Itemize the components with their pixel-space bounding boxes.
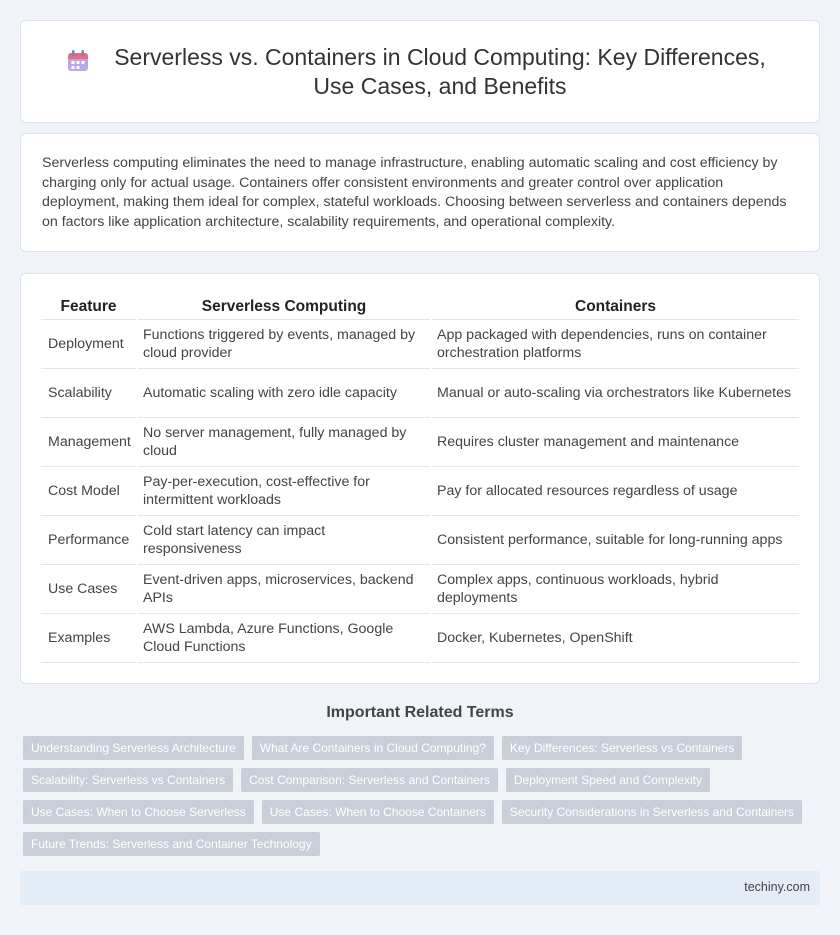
table-cell-serverless: Event-driven apps, microservices, backend APIs: [137, 564, 431, 613]
table-cell-serverless: Pay-per-execution, cost-effective for intermittent workloads: [137, 466, 431, 515]
related-terms-tags: [23, 736, 813, 864]
page-title: Serverless vs. Containers in Cloud Computing: Key Differences, Use Cases, and Benefits: [114, 43, 766, 99]
related-tag[interactable]: What Are Containers in Cloud Computing?: [252, 736, 494, 760]
related-tag[interactable]: Cost Comparison: Serverless and Containers: [241, 768, 498, 792]
tag-row: [23, 832, 813, 856]
related-tag[interactable]: Security Considerations in Serverless and Containers: [502, 800, 802, 824]
table-row: [41, 319, 799, 368]
table-row: [41, 368, 799, 417]
table-row: [41, 466, 799, 515]
table-cell-serverless: AWS Lambda, Azure Functions, Google Cloud Functions: [137, 613, 431, 662]
table-cell-feature: Use Cases: [41, 564, 137, 613]
footer-site[interactable]: techiny.com: [744, 880, 810, 894]
intro-paragraph: Serverless computing eliminates the need to manage infrastructure, enabling automatic scaling and cost efficiency by charging only for actual usage. Containers offer consistent environments and greater control over application deployment, making them ideal for complex, stateful workloads. Choosing between serverless and containers depends on factors like application architecture, scalability requirements, and operational complexity.: [42, 155, 787, 230]
table-cell-serverless: Functions triggered by events, managed by cloud provider: [137, 319, 431, 368]
table-cell-feature: Performance: [41, 515, 137, 564]
table-cell-serverless: Cold start latency can impact responsiveness: [137, 515, 431, 564]
comparison-table: [41, 295, 799, 663]
table-cell-containers: Consistent performance, suitable for long-running apps: [431, 515, 799, 564]
related-tag[interactable]: Understanding Serverless Architecture: [23, 736, 244, 760]
related-tag[interactable]: Use Cases: When to Choose Containers: [262, 800, 494, 824]
table-cell-feature: Cost Model: [41, 466, 137, 515]
related-tag[interactable]: Deployment Speed and Complexity: [506, 768, 710, 792]
table-cell-feature: Examples: [41, 613, 137, 662]
header-containers: Containers: [431, 295, 799, 319]
related-tag[interactable]: Use Cases: When to Choose Serverless: [23, 800, 254, 824]
table-cell-serverless: No server management, fully managed by cloud: [137, 417, 431, 466]
table-header-row: [41, 295, 799, 319]
table-row: [41, 417, 799, 466]
table-cell-containers: Requires cluster management and maintenance: [431, 417, 799, 466]
intro-card: [20, 133, 820, 252]
comparison-table-card: [20, 273, 820, 684]
table-cell-feature: Management: [41, 417, 137, 466]
table-cell-feature: Scalability: [41, 368, 137, 417]
table-cell-containers: Manual or auto-scaling via orchestrators like Kubernetes: [431, 368, 799, 417]
table-cell-containers: Pay for allocated resources regardless of usage: [431, 466, 799, 515]
header-feature: Feature: [41, 295, 137, 319]
table-cell-feature: Deployment: [41, 319, 137, 368]
related-tag[interactable]: Scalability: Serverless vs Containers: [23, 768, 233, 792]
table-cell-containers: App packaged with dependencies, runs on container orchestration platforms: [431, 319, 799, 368]
tag-row: [23, 768, 813, 792]
header-serverless: Serverless Computing: [137, 295, 431, 319]
table-row: [41, 515, 799, 564]
tag-row: [23, 800, 813, 824]
table-cell-serverless: Automatic scaling with zero idle capacity: [137, 368, 431, 417]
title-card: [20, 20, 820, 123]
related-terms-title: Important Related Terms: [326, 704, 514, 721]
table-cell-containers: Complex apps, continuous workloads, hybrid deployments: [431, 564, 799, 613]
table-row: [41, 613, 799, 662]
related-tag[interactable]: Key Differences: Serverless vs Containers: [502, 736, 743, 760]
tag-row: [23, 736, 813, 760]
table-row: [41, 564, 799, 613]
related-tag[interactable]: Future Trends: Serverless and Container Technology: [23, 832, 320, 856]
footer: [20, 871, 820, 905]
table-cell-containers: Docker, Kubernetes, OpenShift: [431, 613, 799, 662]
